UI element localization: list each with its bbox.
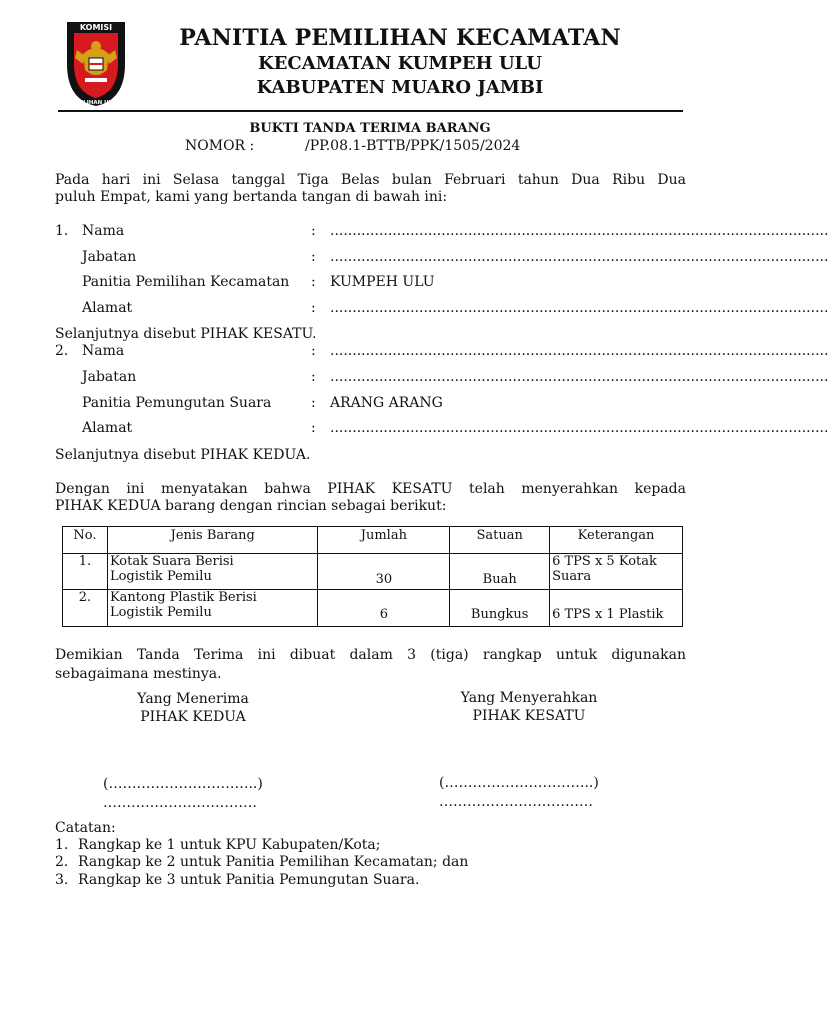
row1-notes-line1: 6 TPS x 5 Kotak [552,554,657,569]
party2-committee-colon: : [311,395,316,411]
row1-item-type-line1: Kotak Suara Berisi [109,554,234,569]
document-number-value: /PP.08.1-BTTB/PPK/1505/2024 [305,138,521,154]
row2-notes: 6 TPS x 1 Plastik [550,590,683,627]
letterhead-title: PANITIA PEMILIHAN KECAMATAN [179,25,621,51]
letterhead-divider [58,110,683,112]
row1-notes [550,554,683,590]
letterhead-district: KECAMATAN KUMPEH ULU [258,53,542,74]
kpu-emblem-icon [63,16,129,108]
row2-item-type-line1: Kantong Plastik Berisi [109,590,257,605]
row1-notes-line2: Suara [552,569,592,584]
notes-title: Catatan: [55,820,116,836]
party2-address-colon: : [311,420,316,436]
row1-item-type-line2: Logistik Pemilu [109,569,212,584]
giver-role: Yang Menyerahkan [460,690,598,706]
row2-item-type [107,590,318,627]
note-2-text: Rangkap ke 2 untuk Panitia Pemilihan Kecamatan; dan [78,854,469,870]
party1-committee-colon: : [311,274,316,290]
party1-position-colon: : [311,249,316,265]
party2-number: 2. [55,343,69,359]
row2-item-type-line2: Logistik Pemilu [109,605,212,620]
note-1-text: Rangkap ke 1 untuk KPU Kabupaten/Kota; [78,837,381,853]
header-notes: Keterangan [550,527,683,554]
row1-item-type [107,554,318,590]
header-quantity: Jumlah [318,527,450,554]
header-no: No. [63,527,108,554]
note-2-number: 2. [55,854,69,870]
receiver-nip-placeholder: …………………………… [103,795,257,811]
row1-quantity: 30 [318,554,450,590]
party2-position-dots: ................................................................................................................ [330,369,828,385]
party1-committee-value: KUMPEH ULU [330,274,435,290]
opening-line-1: Pada hari ini Selasa tanggal Tiga Belas bulan Februari tahun Dua Ribu Dua [55,172,686,188]
party1-name-colon: : [311,223,316,239]
letterhead-regency: KABUPATEN MUARO JAMBI [256,77,544,98]
party1-position-label: Jabatan [82,249,137,265]
giver-name-placeholder: (…………………………..) [439,775,599,791]
party1-address-label: Alamat [82,300,133,316]
kpu-logo [63,16,129,108]
logo-bottom-text: PEMILIHAN UMUM [67,100,125,106]
party1-name-dots: ................................................................................................................ [330,223,828,239]
party2-position-colon: : [311,369,316,385]
row2-no: 2. [63,590,108,627]
note-3-text: Rangkap ke 3 untuk Panitia Pemungutan Suara. [78,872,420,888]
note-3-number: 3. [55,872,69,888]
party2-name-colon: : [311,343,316,359]
row2-quantity: 6 [318,590,450,627]
header-unit: Satuan [450,527,550,554]
header-item-type: Jenis Barang [107,527,318,554]
party2-position-label: Jabatan [82,369,137,385]
receiver-role: Yang Menerima [137,691,249,707]
party1-committee-label: Panitia Pemilihan Kecamatan [82,274,290,290]
note-1-number: 1. [55,837,69,853]
party1-address-dots: ................................................................................................................ [330,300,828,316]
party1-closing: Selanjutnya disebut PIHAK KESATU. [55,326,317,342]
document-number-label: NOMOR : [185,138,255,154]
party2-committee-label: Panitia Pemungutan Suara [82,395,272,411]
row1-no: 1. [63,554,108,590]
party1-number: 1. [55,223,69,239]
closing-line-1: Demikian Tanda Terima ini dibuat dalam 3 (tiga) rangkap untuk digunakan [55,647,686,663]
party2-name-dots: ................................................................................................................ [330,343,828,359]
table-row [63,590,683,627]
statement-line-2: PIHAK KEDUA barang dengan rincian sebagai berikut: [55,498,447,514]
party2-name-label: Nama [82,343,125,359]
opening-line-2: puluh Empat, kami yang bertanda tangan di bawah ini: [55,189,448,205]
receiver-party: PIHAK KEDUA [140,709,246,725]
logo-top-text: KOMISI [79,23,113,32]
party1-address-colon: : [311,300,316,316]
party2-closing: Selanjutnya disebut PIHAK KEDUA. [55,447,311,463]
party1-name-label: Nama [82,223,125,239]
receiver-name-placeholder: (…………………………..) [103,776,263,792]
closing-line-2: sebagaimana mestinya. [55,666,222,682]
giver-party: PIHAK KESATU [472,708,586,724]
party2-committee-value: ARANG ARANG [330,395,443,411]
party2-address-label: Alamat [82,420,133,436]
items-table [62,526,683,627]
document-title: BUKTI TANDA TERIMA BARANG [249,121,491,136]
party2-address-dots: ................................................................................................................ [330,420,828,436]
table-header-row [63,527,683,554]
row2-unit: Bungkus [450,590,550,627]
statement-line-1: Dengan ini menyatakan bahwa PIHAK KESATU telah menyerahkan kepada [55,481,686,497]
giver-nip-placeholder: …………………………… [439,794,593,810]
party1-position-dots: ................................................................................................................ [330,249,828,265]
table-row [63,554,683,590]
row1-unit: Buah [450,554,550,590]
